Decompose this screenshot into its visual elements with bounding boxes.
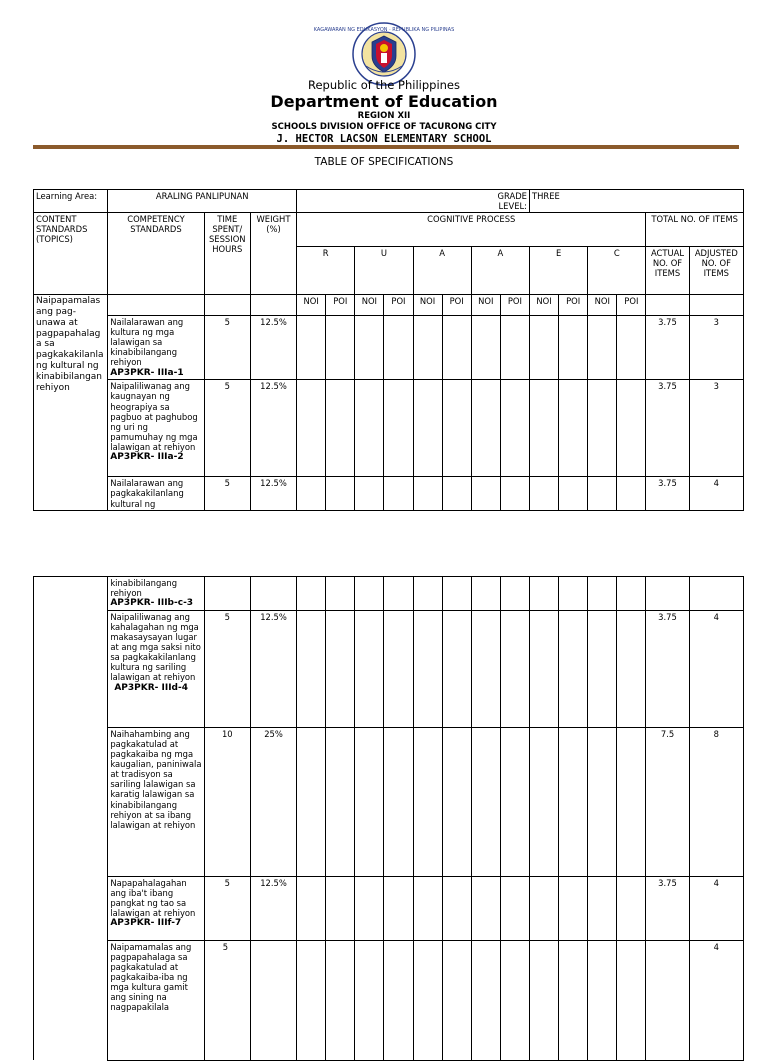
table-row [34,940,744,1060]
region-line: REGION XII [357,111,411,121]
time-cell: 10 [204,727,250,876]
school-name: J. HECTOR LACSON ELEMENTARY SCHOOL [276,133,492,145]
poi-label: POI [500,295,529,316]
level-u: U [355,247,413,295]
noi-label: NOI [413,295,442,316]
adjusted-cell: 4 [689,876,743,940]
poi-label: POI [326,295,355,316]
competency-code: AP3PKR- IIIb-c-3 [110,598,194,609]
actual-cell: 3.75 [646,380,689,477]
table-row [34,316,744,380]
table-row [34,380,744,477]
adjusted-cell: 4 [689,610,743,727]
col-actual-items: ACTUAL NO. OF ITEMS [646,247,689,295]
department-title: Department of Education [270,92,498,111]
noi-label: NOI [297,295,326,316]
adjusted-cell: 3 [689,316,743,380]
noi-label: NOI [529,295,558,316]
competency-code: AP3PKR- IIIf-7 [110,918,182,929]
competency-text: Nailalarawan ang kultura ng mga lalawigan sa kinabibilangang rehiyon AP3PKR- IIIa-1 [108,316,204,380]
weight-cell: 25% [250,727,296,876]
competency-text: Nailalarawan ang pagkakakilanlang kultural ng [108,477,204,510]
level-a1: A [413,247,471,295]
competency-text: Naipamamalas ang pagpapahalaga sa pagkakatulad at pagkakaiba-iba ng mga kultura gamit ang sining na nagpapakilala [108,940,204,1060]
weight-cell: 12.5% [250,380,296,477]
time-cell: 5 [204,876,250,940]
actual-cell: 3.75 [646,316,689,380]
actual-cell: 3.75 [646,477,689,510]
document-title: TABLE OF SPECIFICATIONS [314,156,454,168]
grade-level-value: THREE [529,190,743,213]
col-cognitive-process: COGNITIVE PROCESS [297,213,646,247]
col-competency-standards: COMPETENCY STANDARDS [108,213,204,295]
poi-label: POI [617,295,646,316]
learning-area-label: Learning Area: [34,190,108,213]
competency-text: kinabibilangang rehiyon AP3PKR- IIIb-c-3 [108,577,204,611]
col-weight: WEIGHT (%) [250,213,296,295]
col-adjusted-items: ADJUSTED NO. OF ITEMS [689,247,743,295]
time-cell: 5 [204,380,250,477]
specifications-table-part-1 [33,189,744,511]
table-row [34,477,744,510]
header-divider [33,145,739,149]
weight-cell [250,940,296,1060]
table-row [34,727,744,876]
grade-level-label: GRADE LEVEL: [471,190,529,213]
col-total-items: TOTAL NO. OF ITEMS [646,213,744,247]
noi-label: NOI [355,295,384,316]
actual-cell [646,940,689,1060]
noi-label: NOI [588,295,617,316]
table-row [34,577,744,611]
adjusted-cell: 4 [689,477,743,510]
republic-line: Republic of the Philippines [307,78,461,92]
division-line: SCHOOLS DIVISION OFFICE OF TACURONG CITY [271,122,497,132]
actual-cell: 3.75 [646,876,689,940]
adjusted-cell: 3 [689,380,743,477]
competency-code: AP3PKR- IIId-4 [114,682,188,693]
weight-cell: 12.5% [250,316,296,380]
content-standard-text: Naipapamalas ang pag-unawa at pagpapahalaga sa pagkakakilanlang kultural ng kinabibilangan rehiyon [34,295,108,510]
level-r: R [297,247,355,295]
seal-lettering: KAGAWARAN NG EDUKASYON · REPUBLIKA NG PILIPINAS [313,27,455,33]
time-cell: 5 [204,610,250,727]
actual-cell: 3.75 [646,610,689,727]
adjusted-cell: 4 [689,940,743,1060]
competency-code: AP3PKR- IIIa-2 [110,451,184,462]
poi-label: POI [559,295,588,316]
level-a2: A [471,247,529,295]
time-cell: 5 [204,316,250,380]
table-row [34,876,744,940]
competency-text: Naipaliliwanag ang kahalagahan ng mga makasaysayan lugar at ang mga saksi nito sa pagkakakilanlang kultura ng sariling lalawigan at rehiyon AP3PKR- IIId-4 [108,610,204,727]
competency-text: Naihahambing ang pagkakatulad at pagkakaiba ng mga kaugalian, paniniwala at tradisyon sa sariling lalawigan sa karatig lalawigan sa kinabibilangang rehiyon at sa ibang lalawigan at rehiyon [108,727,204,876]
col-content-standards: CONTENT STANDARDS (TOPICS) [34,213,108,295]
weight-cell: 12.5% [250,477,296,510]
competency-text: Naipaliliwanag ang kaugnayan ng heograpiya sa pagbuo at paghubog ng uri ng pamumuhay ng mga lalawigan at rehiyon AP3PKR- IIIa-2 [108,380,204,477]
poi-label: POI [442,295,471,316]
competency-text: Napapahalagahan ang iba't ibang pangkat ng tao sa lalawigan at rehiyon AP3PKR- IIIf-7 [108,876,204,940]
weight-cell: 12.5% [250,876,296,940]
learning-area-value: ARALING PANLIPUNAN [108,190,297,213]
time-cell: 5 [204,940,250,1060]
table-row [34,610,744,727]
competency-code: AP3PKR- IIIa-1 [110,367,184,378]
col-time-spent: TIME SPENT/ SESSION HOURS [204,213,250,295]
actual-cell: 7.5 [646,727,689,876]
time-cell: 5 [204,477,250,510]
level-e: E [529,247,587,295]
noi-label: NOI [471,295,500,316]
level-c: C [588,247,646,295]
specifications-table-part-2 [33,576,744,1061]
adjusted-cell: 8 [689,727,743,876]
poi-label: POI [384,295,413,316]
weight-cell: 12.5% [250,610,296,727]
